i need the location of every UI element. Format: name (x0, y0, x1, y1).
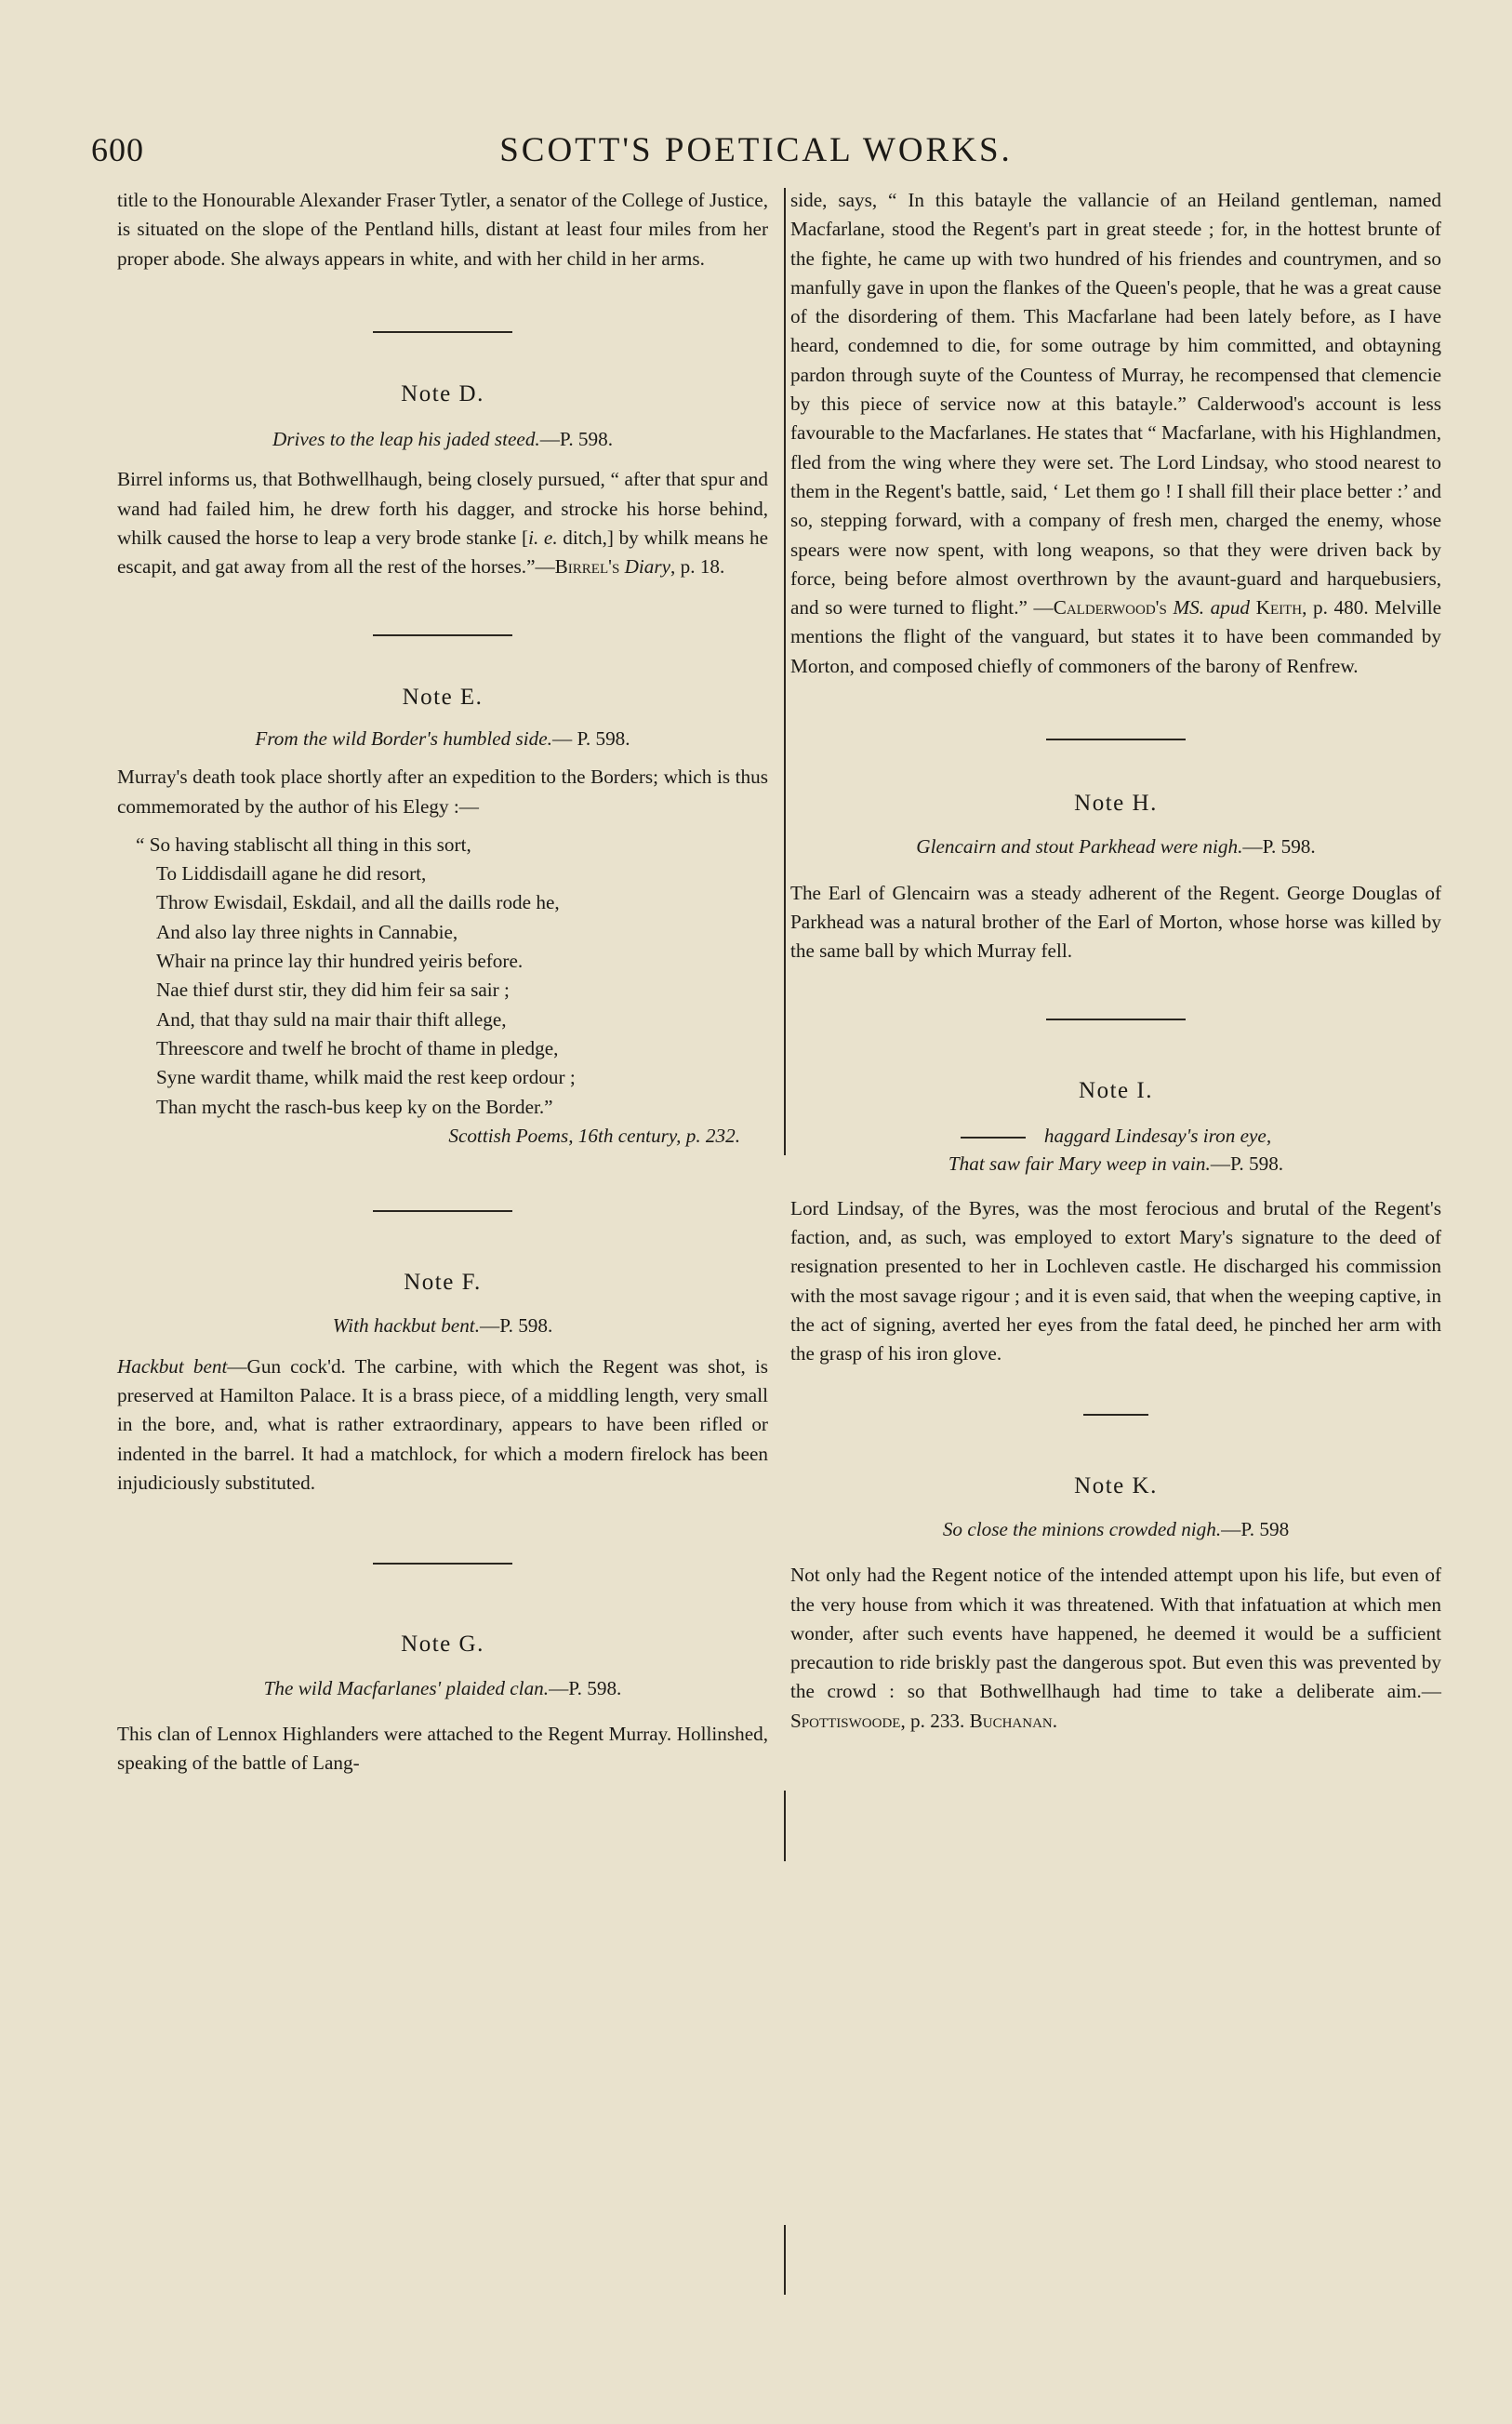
verse-line: And, that thay suld na mair thair thift allege, (156, 1007, 507, 1031)
note-k-reference (790, 1515, 1441, 1544)
continuation-source: Calderwood's (1053, 596, 1167, 619)
note-d-ref-page: —P. 598. (539, 428, 614, 451)
note-d-body (117, 465, 768, 581)
note-g-body: This clan of Lennox Highlanders were attached to the Regent Murray. Hollinshed, speaking of the battle of Lang- (117, 1722, 768, 1775)
elegy-verse (117, 831, 768, 1151)
column-rule-middle (784, 1791, 786, 1861)
note-h-reference (790, 832, 1441, 861)
note-k-ref-quote: So close the minions crowded nigh. (942, 1517, 1222, 1540)
note-f-term: Hackbut bent (117, 1354, 228, 1378)
note-e-body: Murray's death took place shortly after an expedition to the Borders; which is thus commemorated by the author of his Elegy :— (117, 766, 768, 818)
note-k-source-2: Buchanan (969, 1709, 1053, 1732)
verse-line: Throw Ewisdail, Eskdail, and all the daills rode he, (156, 891, 560, 914)
note-d-source-name: Birrel's (554, 555, 620, 579)
left-column (117, 186, 768, 1778)
page-number: 600 (91, 131, 144, 168)
column-rule-upper (784, 188, 786, 1155)
note-h-ref-quote: Glencairn and stout Parkhead were nigh. (916, 835, 1243, 859)
page-header (0, 130, 1512, 177)
note-d-title: Note D. (401, 380, 484, 406)
note-k-title: Note K. (1074, 1472, 1158, 1498)
section-divider (373, 634, 512, 636)
note-i-title: Note I. (1079, 1077, 1153, 1103)
note-g-ref-quote: The wild Macfarlanes' plaided clan. (263, 1676, 550, 1699)
note-g-reference (117, 1674, 768, 1703)
note-f-ref-page: —P. 598. (480, 1314, 553, 1338)
note-k-text: Not only had the Regent notice of the intended attempt upon his life, but even of the very house from which it was threatened. With that infatuation at which men wonder, after such events have happened, he deemed it would be a sufficient precaution to ride briskly past the dangerous spot. But even this was prevented by the crowd : so that Bothwellhaugh had time to take a deliberate aim.— (790, 1564, 1441, 1703)
right-column (790, 186, 1441, 1736)
note-d-text: Birrel informs us, that Bothwellhaugh, being closely pursued, “ after that spur and wand had failed him, he drew forth his dagger, and strocke his horse behind, whilk caused the horse to leap a very brode stanke [ (117, 468, 768, 550)
continuation-keith: Keith (1255, 596, 1303, 619)
section-divider (1083, 1414, 1148, 1416)
note-k-source-2-end: . (1052, 1709, 1058, 1732)
note-f-ref-quote: With hackbut bent. (332, 1314, 480, 1338)
verse-line: Syne wardit thame, whilk maid the rest keep ordour ; (156, 1066, 576, 1089)
note-h-title: Note H. (1074, 791, 1158, 817)
note-d-ie: i. e. (528, 526, 558, 550)
verse-line: Whair na prince lay thir hundred yeiris before. (156, 950, 524, 973)
note-g-ref-page: —P. 598. (549, 1676, 622, 1699)
section-divider (1046, 739, 1186, 740)
note-f-reference (117, 1312, 768, 1340)
note-d-reference (117, 425, 768, 454)
note-k-source-1-page: , p. 233. (900, 1709, 970, 1732)
note-e-title: Note E. (402, 684, 484, 710)
note-e-ref-quote: From the wild Border's humbled side. (255, 726, 552, 750)
column-rule-lower (784, 2225, 786, 2295)
section-divider (1046, 1019, 1186, 1020)
note-d-source-work: Diary (624, 555, 671, 579)
verse-line: Nae thief durst stir, they did him feir sa sair ; (156, 979, 510, 1002)
note-i-body: Lord Lindsay, of the Byres, was the most ferocious and brutal of the Regent's faction, and, as such, was employed to extort Mary's signature to the deed of resignation presented to her in Lochleven castle. He discharged his commission with the most savage rigour ; and it is even said, that when the weeping captive, in the act of signing, averted her eyes from the fatal deed, he pinched her arm with the grasp of his iron glove. (790, 1196, 1441, 1365)
note-k-ref-page: —P. 598 (1221, 1517, 1290, 1540)
continuation-ms: MS. apud (1173, 596, 1251, 619)
note-f-title: Note F. (404, 1270, 482, 1296)
note-k-source-1: Spottiswoode (790, 1709, 901, 1732)
note-f-body (117, 1352, 768, 1498)
note-h-body: The Earl of Glencairn was a steady adherent of the Regent. George Douglas of Parkhead was a natural brother of the Earl of Morton, whose horse was killed by the same ball by which Murray fell. (790, 881, 1441, 963)
note-d-source-page: , p. 18. (670, 555, 725, 579)
section-divider (373, 1563, 512, 1565)
verse-line: And also lay three nights in Cannabie, (156, 920, 458, 943)
ellipsis-rule (961, 1137, 1026, 1139)
note-i-ref-line-1 (790, 1122, 1441, 1150)
note-i-reference (790, 1122, 1441, 1178)
note-i-ref-line-2 (790, 1150, 1441, 1178)
intro-paragraph: title to the Honourable Alexander Fraser Tytler, a senator of the College of Justice, is situated on the slope of the Pentland hills, distant at least four miles from her proper abode. She always appears in white, and with her child in her arms. (117, 189, 768, 270)
running-title: SCOTT'S POETICAL WORKS. (499, 131, 1013, 169)
note-g-continuation (790, 186, 1441, 681)
note-k-body (790, 1561, 1441, 1736)
note-e-reference (117, 725, 768, 753)
verse-line: “ So having stablischt all thing in this sort, (136, 832, 471, 856)
note-d-ref-quote: Drives to the leap his jaded steed. (272, 428, 540, 451)
note-h-ref-page: —P. 598. (1242, 835, 1316, 859)
verse-line: Than mycht the rasch-bus keep ky on the Border.” (156, 1095, 553, 1118)
note-i-ref-text-2: That saw fair Mary weep in vain. (948, 1152, 1211, 1175)
section-divider (373, 1210, 512, 1212)
note-i-ref-page: —P. 598. (1210, 1152, 1284, 1175)
note-d-text-2: ditch,] by whilk means he escapit, and gat away from all the rest of the horses.”— (117, 526, 769, 579)
verse-line: To Liddisdaill agane he did resort, (156, 862, 427, 886)
section-divider (373, 331, 512, 333)
note-i-ref-text-1: haggard Lindesay's iron eye, (1043, 1124, 1272, 1147)
continuation-tail: , p. 480. Melville mentions the flight of the vanguard, but states it to have been commanded by Morton, and composed chiefly of commoners of the barony of Renfrew. (790, 596, 1442, 677)
note-e-ref-page: — P. 598. (551, 726, 630, 750)
note-g-title: Note G. (401, 1632, 484, 1658)
verse-source: Scottish Poems, 16th century, p. 232. (448, 1124, 740, 1147)
continuation-text: side, says, “ In this batayle the vallancie of an Heiland gentleman, named Macfarlane, stood the Regent's part in great steede ; for, in the hottest brunte of the fighte, he came up with two hundred of his friendes and countrymen, and so manfully gave in upon the flankes of the Queen's people, that he was a great cause of the disordering of them. This Macfarlane had been lately before, as I have heard, condemned to die, for some outrage by him committed, and obtayning pardon through suyte of the Countess of Murray, he recompensed that clemencie by this piece of service now at this batayle.” Calderwood's account is less favourable to the Macfarlanes. He states that “ Macfarlane, with his Highlandmen, fled from the wing where they were set. The Lord Lindsay, who stood nearest to them in the Regent's battle, said, ‘ Let them go ! I shall fill their place better :’ and so, stepping forward, with a company of fresh men, charged the enemy, whose spears were now spent, with long weapons, so that they were driven back by force, being before almost overthrown by the avaunt-guard and harquebusiers, and so were turned to flight.” — (790, 189, 1441, 619)
note-f-text: —Gun cock'd. The carbine, with which the Regent was shot, is preserved at Hamilton Palace. It is a brass piece, of a middling length, very small in the bore, and, what is rather extraordinary, appears to have been rifled or indented in the barrel. It had a matchlock, for which a modern firelock has been injudiciously substituted. (117, 1354, 768, 1494)
verse-line: Threescore and twelf he brocht of thame in pledge, (156, 1036, 559, 1059)
